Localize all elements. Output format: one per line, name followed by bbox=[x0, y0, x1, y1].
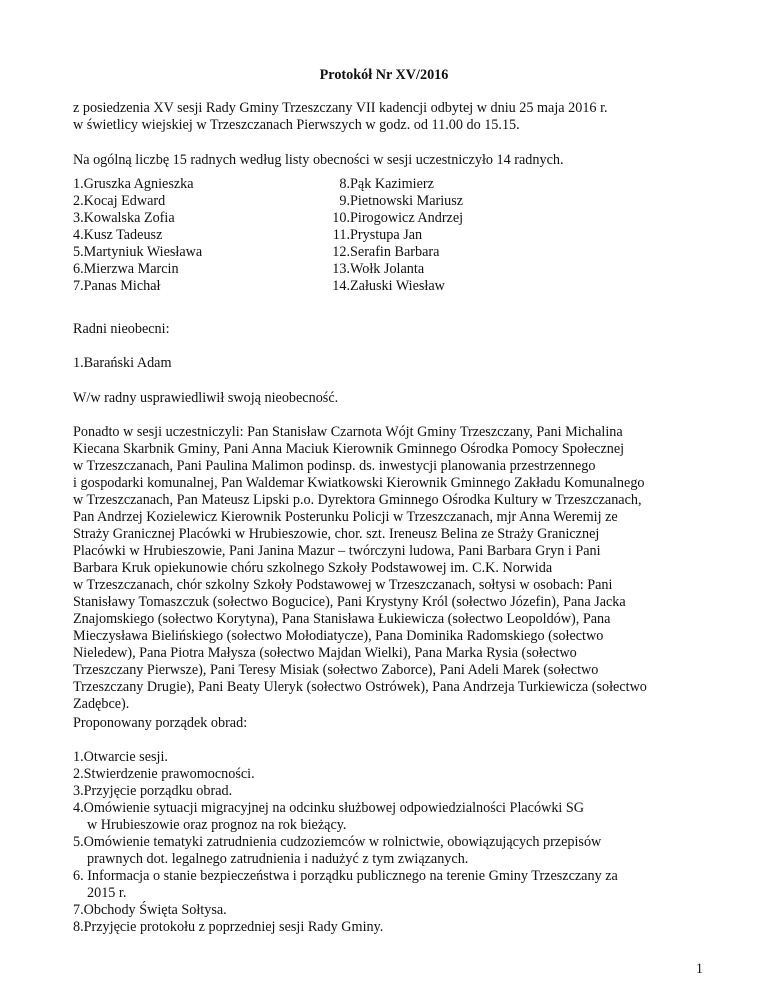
guests-line: Straży Granicznej Placówki w Hrubieszowie, chor. szt. Ireneusz Belina ze Straży Granicznej bbox=[73, 526, 600, 542]
absent-item: 1.Barański Adam bbox=[73, 355, 172, 371]
attendance-sentence: Na ogólną liczbę 15 radnych według listy obecności w sesji uczestniczyło 14 radnych. bbox=[73, 152, 564, 168]
agenda-item: 3.Przyjęcie porządku obrad. bbox=[73, 783, 233, 799]
guests-line: Stanisławy Tomaszczuk (sołectwo Bogucice), Pani Krystyny Król (sołectwo Józefin), Pana Jacka bbox=[73, 594, 626, 610]
agenda-list bbox=[73, 749, 703, 936]
guests-line: Ponadto w sesji uczestniczyli: Pan Stanisław Czarnota Wójt Gminy Trzeszczany, Pani Michalina bbox=[73, 424, 623, 440]
councillor-item: 5.Martyniuk Wiesława bbox=[73, 244, 203, 260]
guests-line: i gospodarki komunalnej, Pan Waldemar Kwiatkowski Kierownik Gminnego Zakładu Komunalnego bbox=[73, 475, 645, 491]
agenda-item: 2.Stwierdzenie prawomocności. bbox=[73, 766, 255, 782]
agenda-item: 6. Informacja o stanie bezpieczeństwa i porządku publicznego na terenie Gminy Trzeszczany za bbox=[73, 868, 618, 884]
guests-line: w Trzeszczanach, Pani Paulina Malimon podinsp. ds. inwestycji planowania przestrzennego bbox=[73, 458, 596, 474]
councillor-number: 8. bbox=[339, 176, 350, 192]
councillor-item: 3.Kowalska Zofia bbox=[73, 210, 175, 226]
councillor-item bbox=[329, 227, 463, 244]
councillor-number: 10. bbox=[332, 210, 350, 226]
councillor-name: Prystupa Jan bbox=[350, 227, 423, 243]
councillor-item bbox=[329, 193, 463, 210]
guests-line: Mieczysława Bielińskiego (sołectwo Mołodiatycze), Pana Dominika Radomskiego (sołectwo bbox=[73, 628, 604, 644]
page-number: 1 bbox=[695, 961, 703, 977]
intro-line: w świetlicy wiejskiej w Trzeszczanach Pierwszych w godz. od 11.00 do 15.15. bbox=[73, 117, 520, 133]
councillor-item: 1.Gruszka Agnieszka bbox=[73, 176, 194, 192]
guests-line: Trzeszczany Drugie), Pani Beaty Uleryk (sołectwo Ostrówek), Pana Andrzeja Turkiewicza (sołectwo bbox=[73, 679, 647, 695]
councillor-name: Pąk Kazimierz bbox=[350, 176, 434, 192]
councillor-name: Załuski Wiesław bbox=[350, 278, 445, 294]
guests-line: w Trzeszczanach, chór szkolny Szkoły Podstawowej w Trzeszczanach, sołtysi w osobach: Pani bbox=[73, 577, 613, 593]
councillor-number: 14. bbox=[332, 278, 350, 294]
agenda-item-continuation: prawnych dot. legalnego zatrudnienia i nadużyć z tym związanych. bbox=[87, 851, 469, 867]
councillor-item bbox=[329, 210, 463, 227]
councillor-number: 13. bbox=[332, 261, 350, 277]
councillor-name: Serafin Barbara bbox=[350, 244, 440, 260]
present-column-right bbox=[329, 176, 463, 295]
councillor-item: 6.Mierzwa Marcin bbox=[73, 261, 179, 277]
agenda-item: 7.Obchody Święta Sołtysa. bbox=[73, 902, 227, 918]
guests-line: Trzeszczany Pierwsze), Pani Teresy Misiak (sołectwo Zaborce), Pani Adeli Marek (sołectwo bbox=[73, 662, 599, 678]
absent-note: W/w radny usprawiedliwił swoją nieobecność. bbox=[73, 390, 339, 406]
councillor-number: 12. bbox=[332, 244, 350, 260]
agenda-item: 1.Otwarcie sesji. bbox=[73, 749, 168, 765]
agenda-item-continuation: 2015 r. bbox=[87, 885, 127, 901]
guests-paragraph bbox=[73, 424, 703, 713]
guests-line: Placówki w Hrubieszowie, Pani Janina Mazur – twórczyni ludowa, Pani Barbara Gryn i Pani bbox=[73, 543, 601, 559]
guests-line: Nieledew), Pana Piotra Małysza (sołectwo Majdan Wielki), Pana Marka Rysia (sołectwo bbox=[73, 645, 577, 661]
guests-line: Pan Andrzej Kozielewicz Kierownik Posterunku Policji w Trzeszczanach, mjr Anna Weremij ze bbox=[73, 509, 618, 525]
agenda-item-continuation: w Hrubieszowie oraz prognoz na rok bieżący. bbox=[87, 817, 347, 833]
agenda-heading: Proponowany porządek obrad: bbox=[73, 715, 248, 731]
protocol-title: Protokół Nr XV/2016 bbox=[319, 67, 449, 83]
agenda-item: 8.Przyjęcie protokołu z poprzedniej sesji Rady Gminy. bbox=[73, 919, 384, 935]
guests-line: w Trzeszczanach, Pan Mateusz Lipski p.o. Dyrektora Gminnego Ośrodka Kultury w Trzeszczanach, bbox=[73, 492, 642, 508]
guests-line: Kiecana Skarbnik Gminy, Pani Anna Maciuk Kierownik Gminnego Ośrodka Pomocy Społecznej bbox=[73, 441, 625, 457]
councillor-item: 4.Kusz Tadeusz bbox=[73, 227, 163, 243]
guests-line: Znajomskiego (sołectwo Korytyna), Pana Stanisława Łukiewicza (sołectwo Leopoldów), Pana bbox=[73, 611, 611, 627]
councillor-number: 11. bbox=[332, 227, 350, 243]
councillor-item: 7.Panas Michał bbox=[73, 278, 161, 294]
agenda-item: 4.Omówienie sytuacji migracyjnej na odcinku służbowej odpowiedzialności Placówki SG bbox=[73, 800, 585, 816]
absent-heading: Radni nieobecni: bbox=[73, 321, 170, 337]
intro-line: z posiedzenia XV sesji Rady Gminy Trzeszczany VII kadencji odbytej w dniu 25 maja 2016 r. bbox=[73, 100, 608, 116]
session-intro bbox=[73, 100, 703, 134]
present-column-left bbox=[73, 176, 202, 295]
councillor-number: 9. bbox=[339, 193, 350, 209]
councillor-name: Wołk Jolanta bbox=[350, 261, 425, 277]
guests-line: Zadębce). bbox=[73, 696, 130, 712]
councillor-name: Pietnowski Mariusz bbox=[350, 193, 464, 209]
councillor-name: Pirogowicz Andrzej bbox=[350, 210, 464, 226]
guests-line: Barbara Kruk opiekunowie chóru szkolnego Szkoły Podstawowej im. C.K. Norwida bbox=[73, 560, 553, 576]
agenda-item: 5.Omówienie tematyki zatrudnienia cudzoziemców w rolnictwie, obowiązujących przepisów bbox=[73, 834, 602, 850]
councillor-item bbox=[329, 261, 463, 278]
councillor-item bbox=[329, 278, 463, 295]
councillor-item bbox=[329, 244, 463, 261]
councillor-item bbox=[329, 176, 463, 193]
councillor-item: 2.Kocaj Edward bbox=[73, 193, 166, 209]
